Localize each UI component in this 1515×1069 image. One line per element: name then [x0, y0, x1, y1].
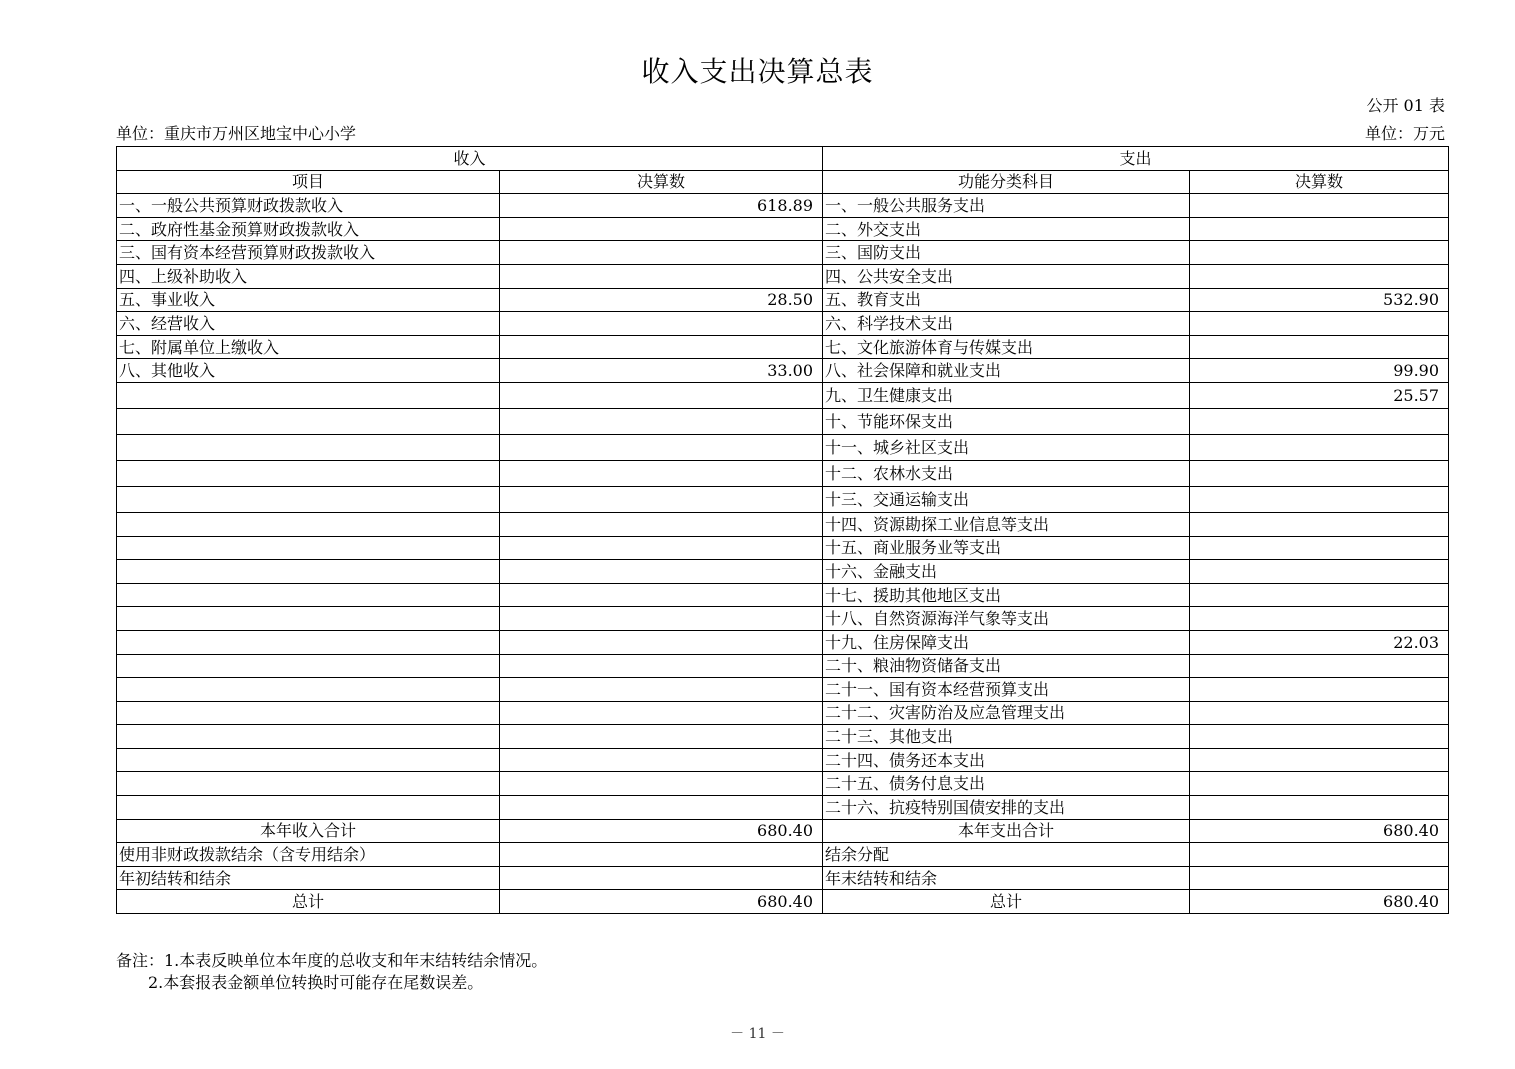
income-amount-cell [500, 312, 823, 336]
note-line-1: 备注：1.本表反映单位本年度的总收支和年末结转结余情况。 [116, 951, 548, 970]
table-row [117, 335, 1449, 359]
table-row [117, 583, 1449, 607]
grand-total-row [117, 890, 1449, 914]
surplus-allocation-value [1190, 843, 1449, 867]
expense-item-cell: 八、社会保障和就业支出 [823, 359, 1190, 383]
expense-amount-cell [1190, 701, 1449, 725]
table-row [117, 607, 1449, 631]
grand-total-label-expense: 总计 [823, 890, 1190, 914]
expense-item-cell: 十六、金融支出 [823, 560, 1190, 584]
expense-amount-cell [1190, 748, 1449, 772]
reporting-unit: 单位：重庆市万州区地宝中心小学 [116, 124, 357, 143]
expense-item-cell: 十五、商业服务业等支出 [823, 536, 1190, 560]
income-item-cell [117, 460, 500, 486]
note-line-2: 2.本套报表金额单位转换时可能存在尾数误差。 [148, 973, 484, 992]
table-row [117, 560, 1449, 584]
income-amount-cell: 28.50 [500, 288, 823, 312]
table-row [117, 382, 1449, 408]
nonfiscal-value [500, 843, 823, 867]
income-item-cell [117, 408, 500, 434]
expense-amount-cell [1190, 560, 1449, 584]
expense-amount-cell [1190, 654, 1449, 678]
income-amount-cell [500, 460, 823, 486]
income-item-cell [117, 512, 500, 536]
income-item-cell [117, 583, 500, 607]
table-row [117, 460, 1449, 486]
income-amount-cell [500, 583, 823, 607]
income-item-cell [117, 560, 500, 584]
expense-item-cell: 二十六、抗疫特别国债安排的支出 [823, 796, 1190, 820]
expense-item-cell: 五、教育支出 [823, 288, 1190, 312]
expense-total-label: 本年支出合计 [823, 819, 1190, 843]
expense-amount-cell [1190, 335, 1449, 359]
income-item-cell [117, 382, 500, 408]
beginning-carryover-label: 年初结转和结余 [117, 866, 500, 890]
expense-amount-cell [1190, 796, 1449, 820]
column-header-item: 项目 [117, 170, 500, 194]
expense-item-cell: 一、一般公共服务支出 [823, 194, 1190, 218]
income-amount-cell [500, 678, 823, 702]
expense-amount-cell [1190, 583, 1449, 607]
expense-amount-cell [1190, 536, 1449, 560]
expense-item-cell: 十七、援助其他地区支出 [823, 583, 1190, 607]
column-header-amount-2: 决算数 [1190, 170, 1449, 194]
expense-header: 支出 [823, 147, 1449, 171]
expense-item-cell: 二十四、债务还本支出 [823, 748, 1190, 772]
annual-total-row [117, 819, 1449, 843]
table-row [117, 630, 1449, 654]
income-item-cell [117, 486, 500, 512]
table-row [117, 241, 1449, 265]
table-row [117, 288, 1449, 312]
expense-item-cell: 二十一、国有资本经营预算支出 [823, 678, 1190, 702]
table-row [117, 796, 1449, 820]
nonfiscal-row [117, 843, 1449, 867]
income-amount-cell [500, 796, 823, 820]
expense-amount-cell: 25.57 [1190, 382, 1449, 408]
income-amount-cell [500, 748, 823, 772]
income-item-cell: 五、事业收入 [117, 288, 500, 312]
income-amount-cell [500, 654, 823, 678]
expense-amount-cell [1190, 434, 1449, 460]
table-row [117, 194, 1449, 218]
table-row [117, 512, 1449, 536]
header-row-columns [117, 170, 1449, 194]
income-amount-cell [500, 335, 823, 359]
income-item-cell [117, 796, 500, 820]
expense-item-cell: 二十二、灾害防治及应急管理支出 [823, 701, 1190, 725]
table-row [117, 678, 1449, 702]
income-item-cell: 二、政府性基金预算财政拨款收入 [117, 217, 500, 241]
expense-item-cell: 九、卫生健康支出 [823, 382, 1190, 408]
expense-item-cell: 六、科学技术支出 [823, 312, 1190, 336]
income-amount-cell: 618.89 [500, 194, 823, 218]
table-row [117, 264, 1449, 288]
ending-carryover-value [1190, 866, 1449, 890]
income-item-cell: 六、经营收入 [117, 312, 500, 336]
table-row [117, 217, 1449, 241]
currency-unit: 单位：万元 [1364, 124, 1445, 143]
form-number: 公开 01 表 [1366, 96, 1445, 115]
income-header: 收入 [117, 147, 823, 171]
table-row [117, 725, 1449, 749]
income-item-cell [117, 725, 500, 749]
expense-item-cell: 十四、资源勘探工业信息等支出 [823, 512, 1190, 536]
income-item-cell [117, 678, 500, 702]
expense-item-cell: 十、节能环保支出 [823, 408, 1190, 434]
expense-amount-cell [1190, 241, 1449, 265]
expense-item-cell: 十三、交通运输支出 [823, 486, 1190, 512]
expense-item-cell: 十九、住房保障支出 [823, 630, 1190, 654]
table-row [117, 359, 1449, 383]
expense-item-cell: 十二、农林水支出 [823, 460, 1190, 486]
table-row [117, 536, 1449, 560]
page-number: － 11 － [730, 1026, 785, 1042]
table-row [117, 312, 1449, 336]
income-item-cell [117, 630, 500, 654]
income-item-cell [117, 536, 500, 560]
income-amount-cell [500, 560, 823, 584]
income-item-cell: 三、国有资本经营预算财政拨款收入 [117, 241, 500, 265]
income-amount-cell [500, 701, 823, 725]
carryover-row [117, 866, 1449, 890]
income-item-cell [117, 748, 500, 772]
expense-item-cell: 十八、自然资源海洋气象等支出 [823, 607, 1190, 631]
page-title: 收入支出决算总表 [641, 55, 874, 88]
expense-item-cell: 十一、城乡社区支出 [823, 434, 1190, 460]
income-expense-table [116, 146, 1449, 914]
expense-amount-cell [1190, 678, 1449, 702]
expense-amount-cell [1190, 194, 1449, 218]
column-header-function-item: 功能分类科目 [823, 170, 1190, 194]
notes [116, 950, 547, 994]
expense-total-value: 680.40 [1190, 819, 1449, 843]
expense-item-cell: 七、文化旅游体育与传媒支出 [823, 335, 1190, 359]
expense-amount-cell [1190, 264, 1449, 288]
income-item-cell: 一、一般公共预算财政拨款收入 [117, 194, 500, 218]
income-amount-cell [500, 512, 823, 536]
surplus-allocation-label: 结余分配 [823, 843, 1190, 867]
nonfiscal-label: 使用非财政拨款结余（含专用结余） [117, 843, 500, 867]
income-item-cell [117, 772, 500, 796]
expense-amount-cell [1190, 512, 1449, 536]
expense-amount-cell: 99.90 [1190, 359, 1449, 383]
ending-carryover-label: 年末结转和结余 [823, 866, 1190, 890]
income-amount-cell [500, 382, 823, 408]
income-amount-cell [500, 434, 823, 460]
income-amount-cell [500, 486, 823, 512]
column-header-amount: 决算数 [500, 170, 823, 194]
income-amount-cell [500, 217, 823, 241]
table-row [117, 408, 1449, 434]
income-amount-cell [500, 408, 823, 434]
income-total-value: 680.40 [500, 819, 823, 843]
income-item-cell: 七、附属单位上缴收入 [117, 335, 500, 359]
table-row [117, 701, 1449, 725]
table-row [117, 486, 1449, 512]
table-row [117, 654, 1449, 678]
expense-amount-cell [1190, 217, 1449, 241]
income-amount-cell: 33.00 [500, 359, 823, 383]
income-item-cell [117, 654, 500, 678]
income-amount-cell [500, 607, 823, 631]
income-item-cell: 八、其他收入 [117, 359, 500, 383]
expense-item-cell: 二、外交支出 [823, 217, 1190, 241]
income-item-cell [117, 607, 500, 631]
table-row [117, 434, 1449, 460]
expense-amount-cell: 22.03 [1190, 630, 1449, 654]
expense-amount-cell [1190, 772, 1449, 796]
expense-amount-cell: 532.90 [1190, 288, 1449, 312]
income-amount-cell [500, 241, 823, 265]
expense-item-cell: 二十、粮油物资储备支出 [823, 654, 1190, 678]
income-amount-cell [500, 536, 823, 560]
income-item-cell: 四、上级补助收入 [117, 264, 500, 288]
table-row [117, 772, 1449, 796]
grand-total-income-value: 680.40 [500, 890, 823, 914]
expense-item-cell: 二十三、其他支出 [823, 725, 1190, 749]
income-amount-cell [500, 264, 823, 288]
income-item-cell [117, 701, 500, 725]
expense-amount-cell [1190, 460, 1449, 486]
grand-total-label-income: 总计 [117, 890, 500, 914]
income-total-label: 本年收入合计 [117, 819, 500, 843]
income-amount-cell [500, 772, 823, 796]
beginning-carryover-value [500, 866, 823, 890]
expense-item-cell: 二十五、债务付息支出 [823, 772, 1190, 796]
expense-amount-cell [1190, 408, 1449, 434]
expense-amount-cell [1190, 725, 1449, 749]
income-amount-cell [500, 725, 823, 749]
expense-amount-cell [1190, 486, 1449, 512]
income-item-cell [117, 434, 500, 460]
expense-item-cell: 三、国防支出 [823, 241, 1190, 265]
income-amount-cell [500, 630, 823, 654]
header-row-group [117, 147, 1449, 171]
grand-total-expense-value: 680.40 [1190, 890, 1449, 914]
expense-item-cell: 四、公共安全支出 [823, 264, 1190, 288]
table-row [117, 748, 1449, 772]
expense-amount-cell [1190, 607, 1449, 631]
expense-amount-cell [1190, 312, 1449, 336]
